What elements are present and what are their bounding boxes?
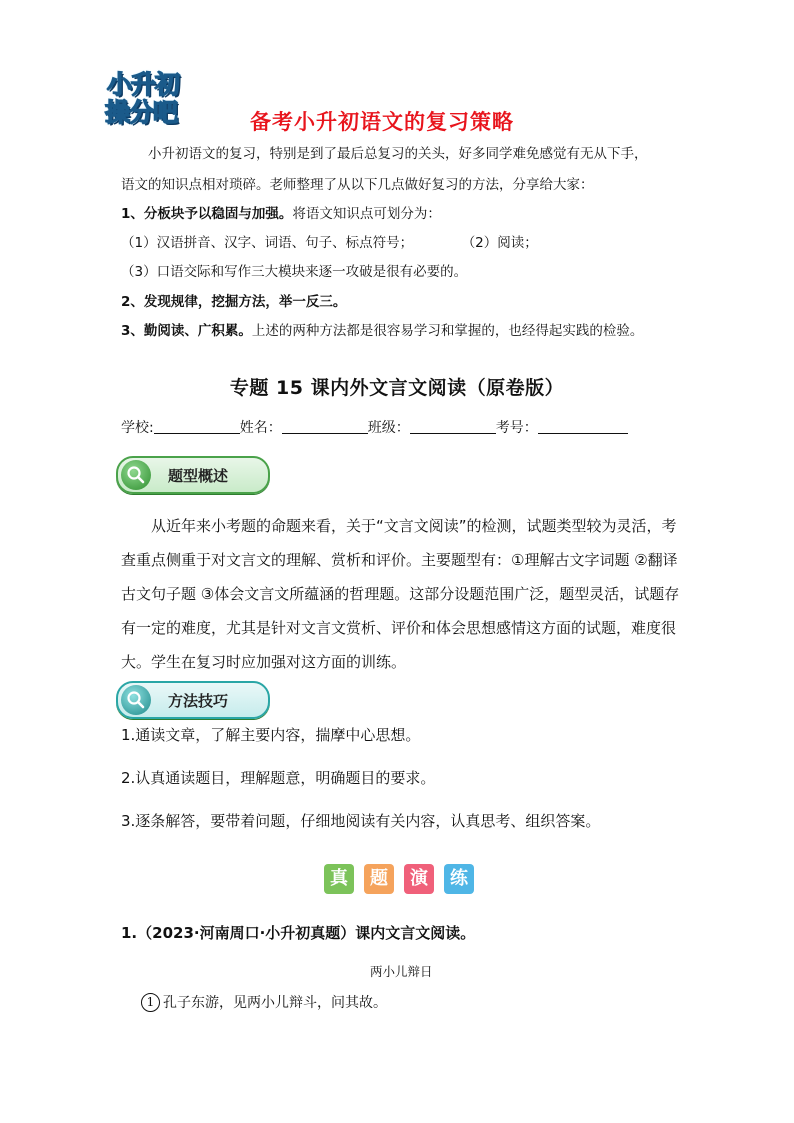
section-label-overview: 题型概述 bbox=[168, 467, 229, 485]
practice-tile-2: 题 bbox=[364, 864, 394, 894]
intro-item-1-sub-2-text: （2）阅读； bbox=[461, 235, 538, 251]
intro-line-1: 小升初语文的复习，特别是到了最后总复习的关头，好多同学难免感觉有无从下手， bbox=[148, 146, 648, 162]
search-icon bbox=[121, 685, 151, 715]
section-badge-methods bbox=[116, 681, 270, 719]
logo-line-1: 小升初 bbox=[107, 70, 180, 99]
intro-item-1-sub-1 bbox=[121, 233, 538, 253]
intro-item-1-rest: 将语文知识点可划分为： bbox=[292, 206, 441, 222]
section-label-methods: 方法技巧 bbox=[168, 692, 229, 710]
method-item-1: 1.通读文章，了解主要内容，揣摩中心思想。 bbox=[121, 726, 421, 744]
school-field[interactable] bbox=[154, 419, 240, 434]
intro-item-3-bold: 3、勤阅读、广积累。 bbox=[121, 323, 252, 339]
exam-no-field[interactable] bbox=[538, 419, 628, 434]
method-item-2: 2.认真通读题目，理解题意，明确题目的要求。 bbox=[121, 769, 436, 787]
name-field[interactable] bbox=[282, 419, 368, 434]
school-label: 学校: bbox=[121, 420, 154, 436]
exam-no-label: 考号： bbox=[495, 420, 538, 436]
intro-item-3-rest: 上述的两种方法都是很容易学习和掌握的，也经得起实践的检验。 bbox=[251, 323, 644, 339]
practice-tile-3: 演 bbox=[404, 864, 434, 894]
intro-item-2: 2、发现规律，挖掘方法，举一反三。 bbox=[121, 294, 347, 310]
practice-tile-4: 练 bbox=[444, 864, 474, 894]
intro-item-1-bold: 1、分板块予以稳固与加强。 bbox=[121, 206, 293, 222]
class-field[interactable] bbox=[410, 419, 496, 434]
intro-item-1-sub-3: （3）口语交际和写作三大模块来逐一攻破是很有必要的。 bbox=[121, 264, 468, 280]
intro-line-2: 语文的知识点相对琐碎。老师整理了从以下几点做好复习的方法，分享给大家： bbox=[121, 177, 594, 193]
passage-line-1-text: 孔子东游，见两小儿辩斗，问其故。 bbox=[163, 995, 387, 1011]
logo bbox=[103, 70, 209, 130]
question-1-title: 1.（2023·河南周口·小升初真题）课内文言文阅读。 bbox=[121, 924, 476, 942]
intro-item-1 bbox=[121, 204, 441, 224]
line-number-badge: 1 bbox=[141, 993, 160, 1012]
name-label: 姓名： bbox=[239, 420, 282, 436]
passage-title: 两小儿辩日 bbox=[370, 964, 433, 979]
search-icon bbox=[121, 460, 151, 490]
main-title: 备考小升初语文的复习策略 bbox=[250, 110, 514, 134]
logo-line-2: 操分吧 bbox=[105, 98, 178, 127]
intro-item-1-sub-1-text: （1）汉语拼音、汉字、词语、句子、标点符号； bbox=[121, 235, 414, 251]
intro-item-3 bbox=[121, 321, 643, 341]
topic-title: 专题 15 课内外文言文阅读（原卷版） bbox=[229, 377, 565, 399]
student-info-fields bbox=[121, 417, 628, 437]
class-label: 班级： bbox=[367, 420, 410, 436]
section-badge-overview bbox=[116, 456, 270, 494]
overview-text: 从近年来小考题的命题来看，关于“文言文阅读”的检测，试题类型较为灵活，考查重点侧重于对文言文的理解、赏析和评价。主要题型有：①理解古文字词题 ②翻译古文句子题 ③体会文言文所蕴涵的哲理题。这部分设题范围广泛，题型灵活，试题存有一定的难度，尤其是针对文言文赏析、评价和体会思想感情这方面的试题，难度很大。学生在复习时应加强对这方面的训练。 bbox=[121, 517, 680, 671]
passage-line-1 bbox=[141, 992, 387, 1012]
practice-tile-1: 真 bbox=[324, 864, 354, 894]
method-item-3: 3.逐条解答，要带着问题，仔细地阅读有关内容，认真思考、组织答案。 bbox=[121, 812, 601, 830]
